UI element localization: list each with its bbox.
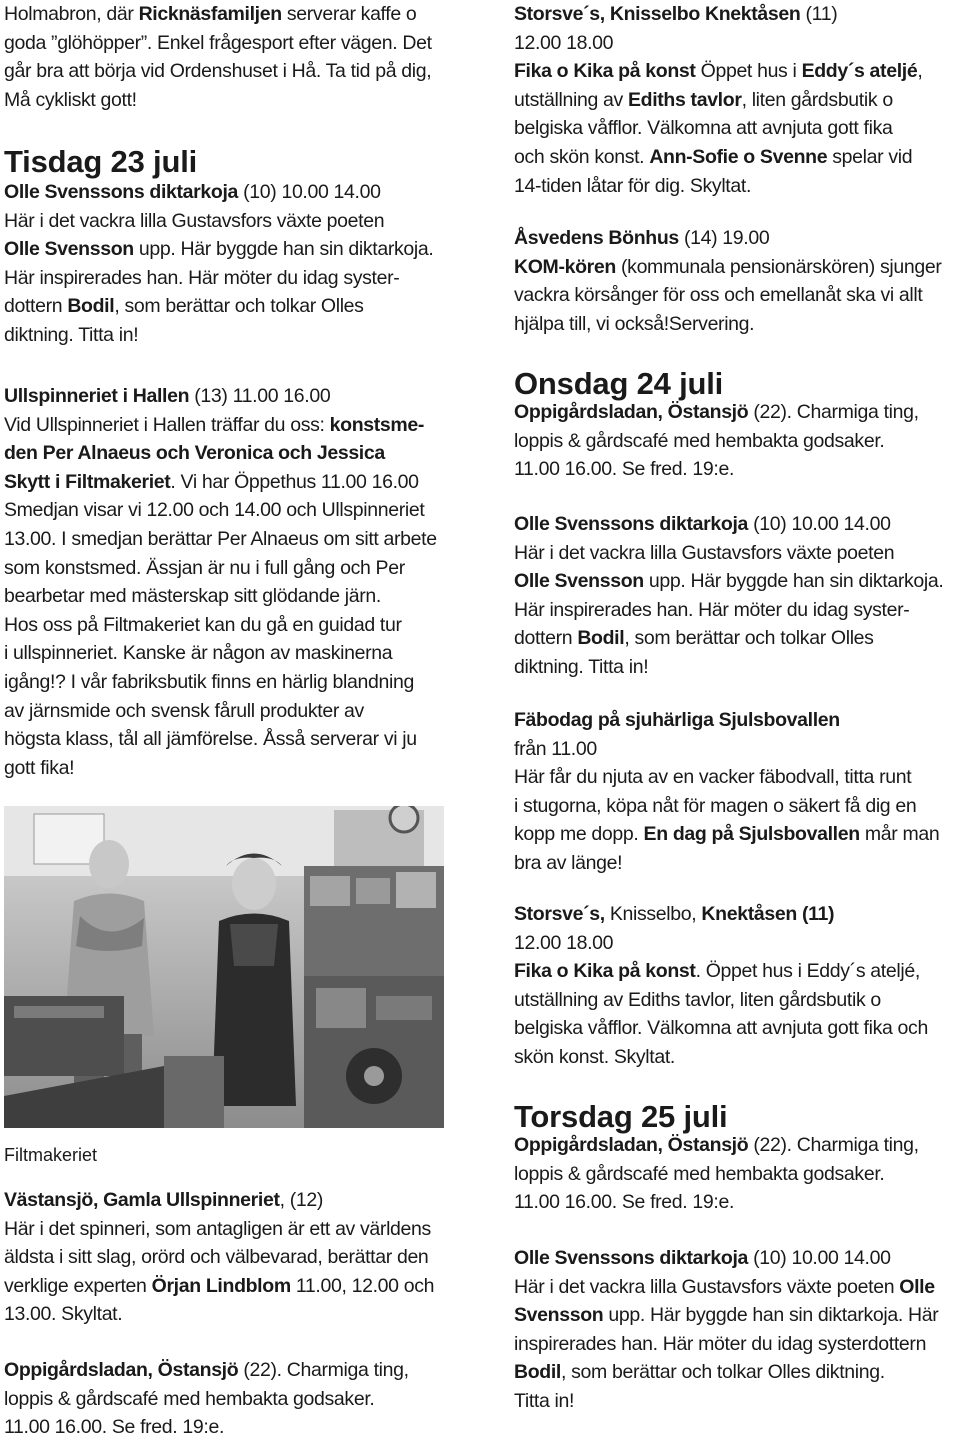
text-right-wednesday-st-name: Storsve´s, xyxy=(514,903,605,925)
text-right-asveden-l1b: (kommunala pensionärskören) sjunger xyxy=(615,255,942,278)
text-right-wednesday-fab-l1: Här får du njuta av en vacker fäbodvall, titta runt xyxy=(514,766,912,789)
text-right-wednesday-opp-name: Oppigårdsladan, Östansjö xyxy=(514,401,749,423)
tuesday-section xyxy=(4,144,456,350)
text-right-storsve1-l1c: Eddy´s ateljé xyxy=(801,60,918,83)
text-right-asveden-l2: vackra körsånger för oss och emellanåt ska vi allt xyxy=(514,284,923,307)
text-right-storsve1-l3: belgiska våfflor. Välkomna att avnjuta gott fika xyxy=(514,117,893,140)
text-left-tuesday-line2: Här i det vackra lilla Gustavsfors växte poeten xyxy=(4,209,385,232)
text-right-thursday-olle-name: Olle Svenssons diktarkoja xyxy=(514,1247,749,1269)
fabodag-section xyxy=(514,706,960,878)
text-right-storsve1-l4a: och skön konst. xyxy=(514,145,650,168)
text-left-vastansjo-name: Västansjö, Gamla Ullspinneriet xyxy=(4,1189,280,1211)
text-right-wednesday-fab-l3c: mår man xyxy=(859,823,940,846)
text-left-vastansjo-l2: äldsta i sitt slag, orörd och välbevarad, berättar den xyxy=(4,1246,429,1269)
text-left-ullspinneriet-info: (13) 11.00 16.00 xyxy=(189,385,331,407)
text-left-ullspinneriet-l11: av järnsmide och svensk fårull produkter av xyxy=(4,699,364,722)
olle-section-wednesday xyxy=(514,510,960,682)
text-right-wednesday-fab-l3a: kopp me dopp. xyxy=(514,823,644,846)
text-right-asveden-l1a: KOM-kören xyxy=(514,255,616,278)
text-right-thursday-opp-l1: loppis & gårdscafé med hembakta godsaker. xyxy=(514,1162,885,1185)
text-right-wednesday-olle-l2b: upp. Här byggde han sin diktarkoja. xyxy=(643,570,944,593)
text-right-wednesday-st-l3: belgiska våfflor. Välkomna att avnjuta gott fika och xyxy=(514,1017,928,1040)
text-right-wednesday-opp-info: (22). Charmiga ting, xyxy=(748,401,919,423)
text-left-vastansjo-info: , (12) xyxy=(279,1189,324,1211)
text-left-oppigard-l1: loppis & gårdscafé med hembakta godsaker. xyxy=(4,1387,375,1410)
text-right-wednesday-olle-l3: Här inspirerades han. Här möter du idag syster- xyxy=(514,598,910,621)
text-left-intro-line1c: serverar kaffe o xyxy=(281,3,417,25)
text-right-wednesday-st-l1b: . Öppet hus i Eddy´s ateljé, xyxy=(695,960,920,983)
olle-section-thursday xyxy=(514,1244,960,1416)
text-left-ullspinneriet-l3a: Skytt i Filtmakeriet xyxy=(4,470,171,493)
text-right-storsve1-l4b: Ann-Sofie o Svenne xyxy=(649,145,828,168)
day-heading-wednesday: Onsdag 24 juli xyxy=(514,366,724,401)
text-right-wednesday-olle-l4b: Bodil xyxy=(577,627,625,650)
text-left-tuesday-line3b: upp. Här byggde han sin diktarkoja. xyxy=(133,238,434,261)
text-left-vastansjo-l3c: 11.00, 12.00 och xyxy=(290,1274,435,1297)
day-heading-tuesday: Tisdag 23 juli xyxy=(4,144,198,179)
text-right-wednesday-olle-name: Olle Svenssons diktarkoja xyxy=(514,513,749,535)
text-left-oppigard-l2: 11.00 16.00. Se fred. 19:e. xyxy=(4,1416,225,1439)
day-heading-thursday: Torsdag 25 juli xyxy=(514,1099,728,1134)
text-right-storsve1-l1d: , xyxy=(917,60,923,83)
text-right-thursday-opp-l2: 11.00 16.00. Se fred. 19:e. xyxy=(514,1191,735,1214)
text-right-thursday-olle-l4b: , som berättar och tolkar Olles diktning. xyxy=(561,1361,885,1384)
text-right-thursday-olle-l2b: upp. Här byggde han sin diktarkoja. Här xyxy=(603,1304,939,1327)
wednesday-section xyxy=(514,366,960,484)
text-right-thursday-olle-l1a: Här i det vackra lilla Gustavsfors växte poeten xyxy=(514,1275,900,1298)
text-right-wednesday-olle-l2a: Olle Svensson xyxy=(514,570,644,593)
text-left-ullspinneriet-l2: den Per Alnaeus och Veronica och Jessica xyxy=(4,442,385,465)
text-right-wednesday-fab-name: Fäbodag på sjuhärliga Sjulsbovallen xyxy=(514,709,840,731)
text-left-vastansjo-l4: 13.00. Skyltat. xyxy=(4,1303,123,1326)
text-right-asveden-info: (14) 19.00 xyxy=(678,227,770,249)
text-left-intro-line1a: Holmabron, där xyxy=(4,3,139,25)
text-right-storsve1-l4c: spelar vid xyxy=(827,145,913,168)
text-right-wednesday-st-l4: skön konst. Skyltat. xyxy=(514,1045,675,1068)
ullspinneriet-section xyxy=(4,382,456,782)
text-left-oppigard-info: (22). Charmiga ting, xyxy=(238,1359,409,1381)
text-right-wednesday-opp-l2: 11.00 16.00. Se fred. 19:e. xyxy=(514,458,735,481)
text-left-tuesday-line6: diktning. Titta in! xyxy=(4,323,139,346)
vastansjo-section xyxy=(4,1186,456,1329)
oppigard-section-left xyxy=(4,1356,456,1442)
text-right-wednesday-olle-info: (10) 10.00 14.00 xyxy=(748,513,891,535)
text-right-wednesday-olle-l4c: , som berättar och tolkar Olles xyxy=(624,627,874,650)
text-left-ullspinneriet-l13: gott fika! xyxy=(4,756,75,779)
text-right-wednesday-fab-l2: i stugorna, köpa nåt för magen o säkert få dig en xyxy=(514,794,917,817)
text-left-ullspinneriet-l5: 13.00. I smedjan berättar Per Alnaeus om sitt arbete xyxy=(4,527,437,550)
text-right-storsve1-l2c: , liten gårdsbutik o xyxy=(741,88,893,111)
asveden-section xyxy=(514,224,960,338)
text-right-storsve1-l1a: Fika o Kika på konst xyxy=(514,60,696,83)
text-right-thursday-opp-info: (22). Charmiga ting, xyxy=(748,1134,919,1156)
text-left-tuesday-line3a: Olle Svensson xyxy=(4,238,134,261)
text-right-thursday-olle-l1b: Olle xyxy=(899,1275,935,1298)
text-left-tuesday-venue-name: Olle Svenssons diktarkoja xyxy=(4,181,239,203)
text-left-ullspinneriet-l10: igång!? I vår fabriksbutik finns en härlig blandning xyxy=(4,670,414,693)
text-right-storsve1-info: (11) xyxy=(800,3,838,25)
text-right-thursday-olle-l2a: Svensson xyxy=(514,1304,604,1327)
text-right-wednesday-olle-l5: diktning. Titta in! xyxy=(514,655,649,678)
text-left-ullspinneriet-l12: högsta klass, tål all jämförelse. Åsså serverar vi ju xyxy=(4,728,417,751)
text-left-tuesday-line5a: dottern xyxy=(4,295,68,318)
text-right-thursday-olle-l3: inspirerades han. Här möter du idag systerdottern xyxy=(514,1332,927,1355)
text-left-intro-line4: Må cykliskt gott! xyxy=(4,88,137,111)
text-left-intro-line3: går bra att börja vid Ordenshuset i Hå. Ta tid på dig, xyxy=(4,60,432,83)
text-right-wednesday-opp-l1: loppis & gårdscafé med hembakta godsaker. xyxy=(514,429,885,452)
text-left-ullspinneriet-l6: som konstsmed. Ässjan är nu i full gång och Per xyxy=(4,556,405,579)
text-right-thursday-olle-l4a: Bodil xyxy=(514,1361,561,1384)
text-left-tuesday-line5b: Bodil xyxy=(67,295,115,318)
text-right-asveden-l3: hjälpa till, vi också!Servering. xyxy=(514,312,755,335)
text-right-wednesday-st-l2: utställning av Ediths tavlor, liten gårdsbutik o xyxy=(514,988,881,1011)
text-left-ullspinneriet-l9: i ullspinneriet. Kanske är någon av maskinerna xyxy=(4,642,393,665)
text-left-intro-line1b: Ricknäsfamiljen xyxy=(138,3,282,25)
storsve-section-1 xyxy=(514,0,960,200)
text-left-tuesday-line4: Här inspirerades han. Här möter du idag syster- xyxy=(4,266,400,289)
intro-paragraph xyxy=(4,0,456,114)
text-right-wednesday-fab-time: från 11.00 xyxy=(514,737,597,760)
text-right-wednesday-st-mid: Knisselbo, xyxy=(604,903,702,925)
text-right-thursday-opp-name: Oppigårdsladan, Östansjö xyxy=(514,1134,749,1156)
text-right-thursday-olle-info: (10) 10.00 14.00 xyxy=(748,1247,891,1269)
text-left-intro-line2: goda ”glöhöpper”. Enkel frågesport efter vägen. Det xyxy=(4,31,432,54)
text-right-wednesday-fab-l4: bra av länge! xyxy=(514,851,623,874)
text-left-ullspinneriet-l1b: konstsme- xyxy=(329,413,425,436)
text-right-wednesday-olle-l4a: dottern xyxy=(514,627,578,650)
text-left-ullspinneriet-l4: Smedjan visar vi 12.00 och 14.00 och Ullspinneriet xyxy=(4,499,425,522)
text-right-wednesday-st-name2: Knektåsen (11) xyxy=(701,903,835,925)
text-right-storsve1-l2b: Ediths tavlor xyxy=(628,88,742,111)
text-left-ullspinneriet-l1a: Vid Ullspinneriet i Hallen träffar du oss: xyxy=(4,413,330,436)
text-left-ullspinneriet-l3b: . Vi har Öppethus 11.00 16.00 xyxy=(170,470,419,493)
text-right-wednesday-olle-l1: Här i det vackra lilla Gustavsfors växte poeten xyxy=(514,541,895,564)
text-left-ullspinneriet-l7: bearbetar med mästerskap sitt glödande järn. xyxy=(4,585,381,608)
text-left-tuesday-line5c: , som berättar och tolkar Olles xyxy=(114,295,364,318)
filtmakeriet-photo xyxy=(4,806,444,1128)
text-right-storsve1-l1b: Öppet hus i xyxy=(695,60,802,83)
text-left-oppigard-name: Oppigårdsladan, Östansjö xyxy=(4,1359,239,1381)
text-left-vastansjo-l1: Här i det spinneri, som antagligen är ett av världens xyxy=(4,1217,431,1240)
storsve-section-2 xyxy=(514,900,960,1072)
text-right-asveden-name: Åsvedens Bönhus xyxy=(514,227,679,249)
text-left-vastansjo-l3a: verklige experten xyxy=(4,1274,152,1297)
text-left-ullspinneriet-l8: Hos oss på Filtmakeriet kan du gå en guidad tur xyxy=(4,613,402,636)
text-left-vastansjo-l3b: Örjan Lindblom xyxy=(151,1274,291,1297)
text-right-wednesday-fab-l3b: En dag på Sjulsbovallen xyxy=(643,823,860,846)
text-right-storsve1-time: 12.00 18.00 xyxy=(514,31,614,54)
text-right-thursday-olle-l5: Titta in! xyxy=(514,1389,575,1412)
text-right-storsve1-l2a: utställning av xyxy=(514,88,628,111)
text-left-tuesday-venue-info: (10) 10.00 14.00 xyxy=(238,181,381,203)
text-left-ullspinneriet-name: Ullspinneriet i Hallen xyxy=(4,385,190,407)
text-right-wednesday-st-time: 12.00 18.00 xyxy=(514,931,614,954)
text-right-wednesday-st-l1a: Fika o Kika på konst xyxy=(514,960,696,983)
text-right-storsve1-name: Storsve´s, Knisselbo Knektåsen xyxy=(514,3,801,25)
thursday-section xyxy=(514,1099,960,1217)
text-right-storsve1-l5: 14-tiden låtar för dig. Skyltat. xyxy=(514,174,752,197)
photo-caption: Filtmakeriet xyxy=(4,1145,98,1165)
